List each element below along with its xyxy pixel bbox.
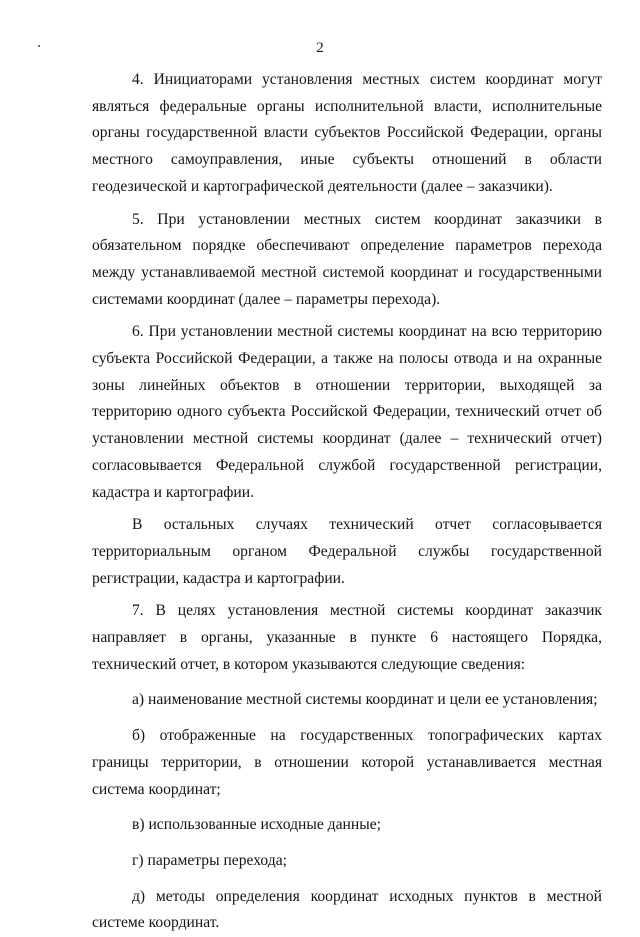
scan-speck — [38, 45, 40, 47]
paragraph-item-6: 6. При установлении местной системы координат на всю территорию субъекта Российской Федерации, а также на полосы отвода и на охранные зоны линейных объектов в отношении территории, выходящей за территорию одного субъекта Российской Федерации, технический отчет об установлении местной системы координат (далее – технический отчет) согласовывается Федеральной службой государственной регистрации, кадастра и картографии. — [92, 323, 602, 501]
paragraph-item-7: 7. В целях установления местной системы координат заказчик направляет в органы, указанные в пункте 6 настоящего Порядка, технический отчет, в котором указываются следующие сведения: — [92, 602, 602, 673]
paragraph-other-cases: В остальных случаях технический отчет согласовывается территориальным органом Федеральной службы государственной регистрации, кадастра и картографии. — [92, 516, 602, 587]
list-item-b: б) отображенные на государственных топографических картах границы территории, в отношении которой устанавливается местная система координат; — [92, 727, 602, 798]
page-number: 2 — [316, 40, 324, 56]
list-item-a: а) наименование местной системы координат и цели ее установления; — [132, 691, 598, 709]
paragraph-item-5: 5. При установлении местных систем координат заказчики в обязательном порядке обеспечивают определение параметров перехода между устанавливаемой местной системой координат и государственными системами координат (далее – параметры перехода). — [92, 210, 602, 308]
paragraph-item-4: 4. Инициаторами установления местных систем координат могут являться федеральные органы исполнительной власти, исполнительные органы государственной власти субъектов Российской Федерации, органы местного самоуправления, иные субъекты отношений в области геодезической и картографической деятельности (далее – заказчики). — [92, 71, 602, 195]
list-item-g: г) параметры перехода; — [132, 851, 287, 869]
list-item-d: д) методы определения координат исходных пунктов в местной системе координат. — [92, 887, 602, 932]
document-body — [92, 67, 602, 937]
list-item-v: в) использованные исходные данные; — [132, 816, 381, 834]
